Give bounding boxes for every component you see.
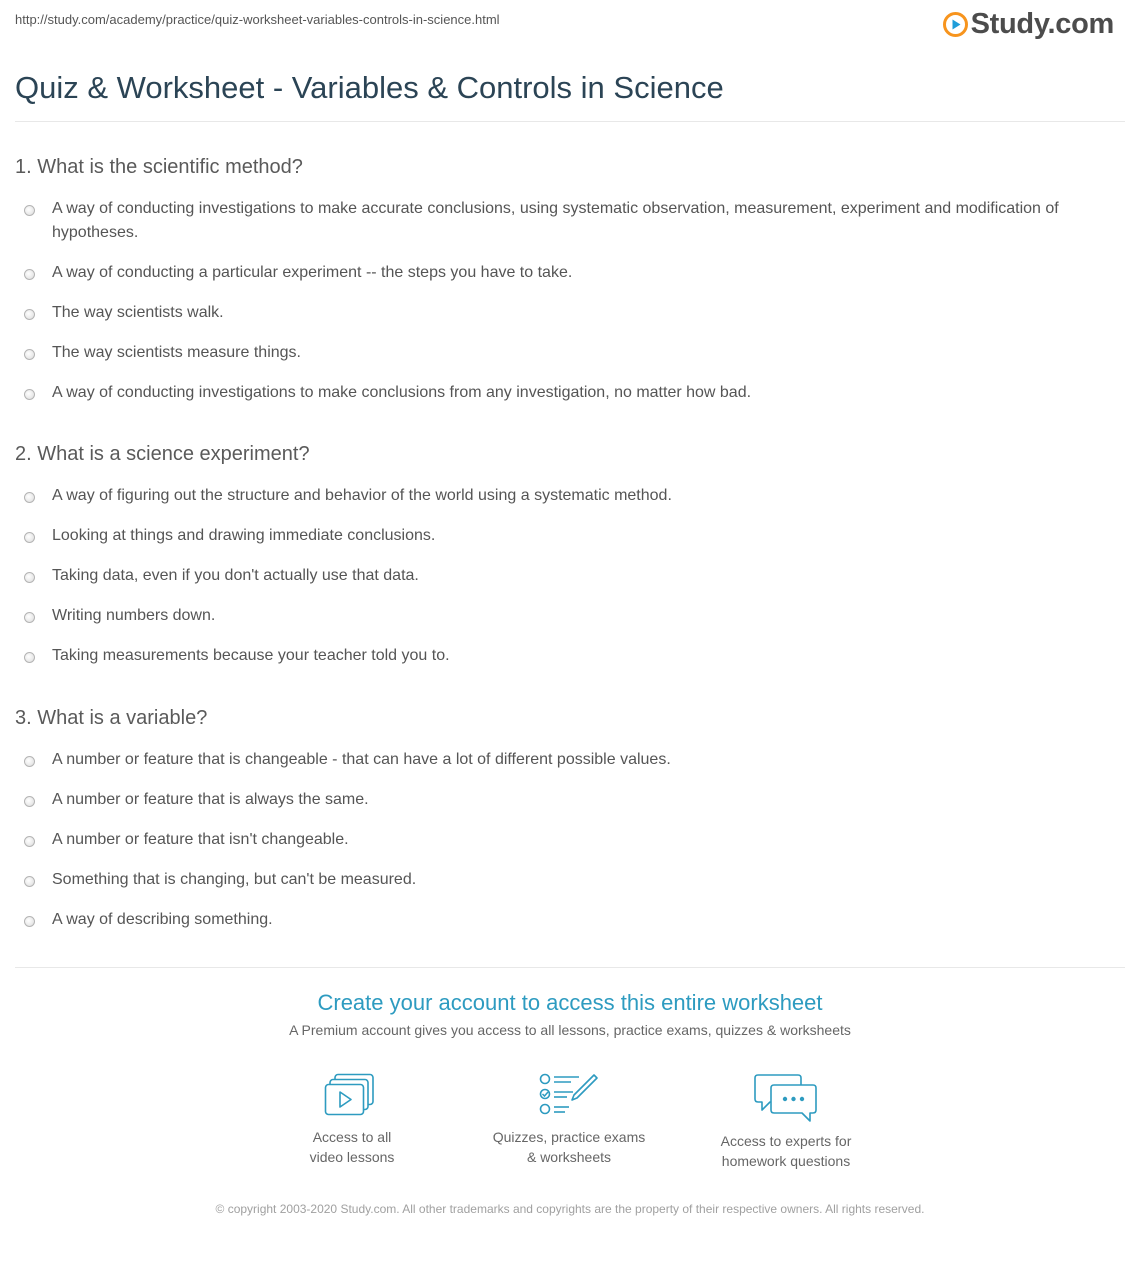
answer-option[interactable] xyxy=(15,908,1125,932)
answer-label: The way scientists measure things. xyxy=(52,344,301,361)
question-1 xyxy=(15,156,1125,421)
answer-option[interactable] xyxy=(15,381,1125,405)
answer-option[interactable] xyxy=(15,564,1125,588)
play-circle-icon xyxy=(943,12,968,37)
answer-option[interactable] xyxy=(15,644,1125,668)
feature-label: Quizzes, practice exams & worksheets xyxy=(492,1129,646,1165)
video-lessons-icon xyxy=(324,1073,380,1119)
answer-label: A way of conducting a particular experiment -- the steps you have to take. xyxy=(52,264,573,281)
answer-label: Writing numbers down. xyxy=(52,607,216,624)
answer-option[interactable] xyxy=(15,868,1125,892)
radio-button-icon[interactable] xyxy=(24,269,35,280)
question-2 xyxy=(15,443,1125,684)
answer-label: Taking data, even if you don't actually use that data. xyxy=(52,567,419,584)
answer-label: A way of describing something. xyxy=(52,911,273,928)
answer-option[interactable] xyxy=(15,748,1125,772)
cta-divider xyxy=(15,967,1125,968)
study-logo[interactable] xyxy=(943,8,1114,41)
answer-label: A number or feature that is changeable - that can have a lot of different possible values. xyxy=(52,751,671,768)
answer-label: A way of figuring out the structure and behavior of the world using a systematic method. xyxy=(52,487,672,504)
feature-label: Access to experts for homework questions xyxy=(720,1133,852,1169)
answer-option[interactable] xyxy=(15,828,1125,852)
radio-button-icon[interactable] xyxy=(24,836,35,847)
radio-button-icon[interactable] xyxy=(24,652,35,663)
feature-video-lessons xyxy=(252,1073,452,1167)
copyright-notice: © copyright 2003-2020 Study.com. All other trademarks and copyrights are the property of their respective owners. All rights reserved. xyxy=(215,1202,925,1216)
feature-quizzes xyxy=(469,1073,669,1167)
answer-option[interactable] xyxy=(15,197,1125,245)
page-url: http://study.com/academy/practice/quiz-worksheet-variables-controls-in-science.html xyxy=(15,12,500,27)
feature-label: Access to all video lessons xyxy=(309,1129,395,1165)
answer-option[interactable] xyxy=(15,524,1125,548)
radio-button-icon[interactable] xyxy=(24,876,35,887)
radio-button-icon[interactable] xyxy=(24,756,35,767)
answer-label: A number or feature that is always the same. xyxy=(52,791,369,808)
answer-option[interactable] xyxy=(15,604,1125,628)
radio-button-icon[interactable] xyxy=(24,389,35,400)
header-divider xyxy=(15,121,1125,122)
logo-wordmark: Study.com xyxy=(970,8,1114,40)
answer-option[interactable] xyxy=(15,341,1125,365)
answer-label: A number or feature that isn't changeable. xyxy=(52,831,349,848)
answer-option[interactable] xyxy=(15,261,1125,285)
radio-button-icon[interactable] xyxy=(24,349,35,360)
answer-option[interactable] xyxy=(15,788,1125,812)
radio-button-icon[interactable] xyxy=(24,532,35,543)
answer-label: Something that is changing, but can't be measured. xyxy=(52,871,417,888)
cta-subtitle: A Premium account gives you access to all lessons, practice exams, quizzes & worksheets xyxy=(289,1022,851,1038)
radio-button-icon[interactable] xyxy=(24,796,35,807)
answer-label: A way of conducting investigations to make conclusions from any investigation, no matter how bad. xyxy=(52,384,752,401)
feature-experts xyxy=(686,1073,886,1171)
create-account-link[interactable]: Create your account to access this entire worksheet xyxy=(317,990,823,1015)
radio-button-icon[interactable] xyxy=(24,916,35,927)
radio-button-icon[interactable] xyxy=(24,572,35,583)
question-3 xyxy=(15,707,1125,948)
radio-button-icon[interactable] xyxy=(24,205,35,216)
page-title: Quiz & Worksheet - Variables & Controls in Science xyxy=(15,70,724,105)
signup-cta xyxy=(0,990,1140,1038)
radio-button-icon[interactable] xyxy=(24,492,35,503)
question-text: 1. What is the scientific method? xyxy=(15,156,303,178)
question-text: 2. What is a science experiment? xyxy=(15,443,310,465)
answer-label: A way of conducting investigations to make accurate conclusions, using systematic observation, measurement, experiment and modification of hypotheses. xyxy=(52,200,1059,241)
answer-option[interactable] xyxy=(15,301,1125,325)
answer-option[interactable] xyxy=(15,484,1125,508)
question-text: 3. What is a variable? xyxy=(15,707,208,729)
chat-bubbles-icon xyxy=(754,1073,818,1123)
answer-list xyxy=(15,197,1125,405)
answer-label: Looking at things and drawing immediate conclusions. xyxy=(52,527,436,544)
answer-list xyxy=(15,484,1125,668)
radio-button-icon[interactable] xyxy=(24,612,35,623)
answer-list xyxy=(15,748,1125,932)
answer-label: The way scientists walk. xyxy=(52,304,224,321)
quiz-checklist-icon xyxy=(539,1073,599,1119)
answer-label: Taking measurements because your teacher told you to. xyxy=(52,647,450,664)
radio-button-icon[interactable] xyxy=(24,309,35,320)
